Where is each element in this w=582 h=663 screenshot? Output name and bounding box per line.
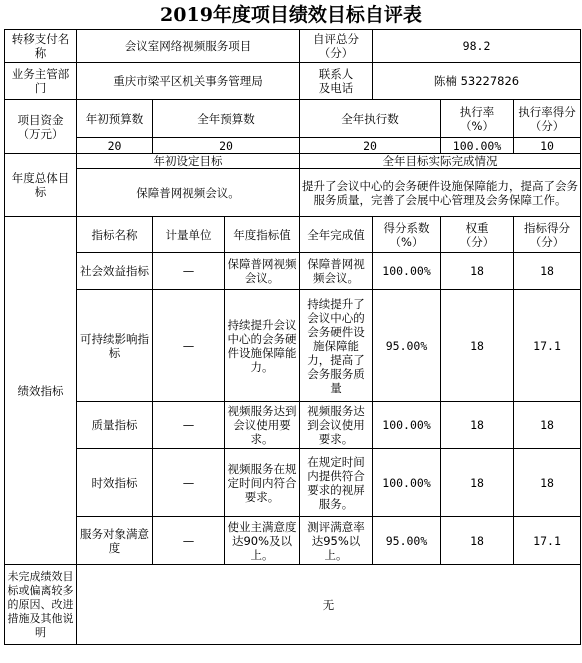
perf-row-coef: 100.00% (373, 402, 441, 449)
perf-row-score: 17.1 (514, 290, 581, 402)
perf-row-name: 服务对象满意度 (77, 517, 153, 565)
perf-row-target: 视频服务达到会议使用要求。 (225, 402, 300, 449)
perf-row-weight: 18 (441, 253, 514, 290)
perf-row-coef: 100.00% (373, 253, 441, 290)
perf-row-completed: 持续提升了会议中心的会务硬件设施保障能力，提高了会务服务质量 (300, 290, 373, 402)
overall-goal-label: 年度总体目标 (5, 154, 77, 217)
funds-annual-value: 20 (153, 138, 300, 154)
funds-header-rate: 执行率 （%） (441, 100, 514, 138)
performance-label: 绩效指标 (5, 217, 77, 565)
remarks-label: 未完成绩效目标或偏离较多的原因、改进措施及其他说明 (5, 565, 77, 645)
perf-header-completed: 全年完成值 (300, 217, 373, 253)
perf-row-coef: 95.00% (373, 290, 441, 402)
funds-rate-score-value: 10 (514, 138, 581, 154)
table-row (5, 517, 581, 565)
project-name: 会议室网络视频服务项目 (77, 30, 300, 63)
perf-row-weight: 18 (441, 449, 514, 517)
perf-row-unit: — (153, 253, 225, 290)
overall-actual-header: 全年目标实际完成情况 (300, 154, 581, 169)
total-score: 98.2 (373, 30, 581, 63)
contact-label-cell: 联系人 及电话 (300, 63, 373, 100)
perf-row-score: 18 (514, 253, 581, 290)
perf-row-target: 保障普网视频会议。 (225, 253, 300, 290)
funds-header-annual: 全年预算数 (153, 100, 300, 138)
department-name: 重庆市梁平区机关事务管理局 (77, 63, 300, 100)
score-label-cell: 自评总分 （分） (300, 30, 373, 63)
page-title: 2019年度项目绩效目标自评表 (160, 4, 422, 26)
perf-row-completed: 测评满意率达95%以上。 (300, 517, 373, 565)
perf-row-name: 社会效益指标 (77, 253, 153, 290)
perf-row-completed: 保障普网视频会议。 (300, 253, 373, 290)
perf-row-target: 持续提升会议中心的会务硬件设施保障能力。 (225, 290, 300, 402)
perf-header-score: 指标得分 （分） (514, 217, 581, 253)
perf-row-target: 视频服务在规定时间内符合要求。 (225, 449, 300, 517)
perf-row-unit: — (153, 290, 225, 402)
perf-row-unit: — (153, 517, 225, 565)
overall-planned-goal: 保障普网视频会议。 (77, 169, 300, 217)
contact-value: 陈楠 53227826 (373, 63, 581, 100)
funds-label: 项目资金（万元） (5, 100, 77, 154)
department-label: 业务主管部门 (5, 63, 77, 100)
perf-row-completed: 视频服务达到会议使用要求。 (300, 402, 373, 449)
perf-row-unit: — (153, 449, 225, 517)
perf-row-score: 18 (514, 449, 581, 517)
perf-row-name: 时效指标 (77, 449, 153, 517)
table-row (5, 402, 581, 449)
perf-header-coef: 得分系数 （%） (373, 217, 441, 253)
perf-header-unit: 计量单位 (153, 217, 225, 253)
remarks-value: 无 (77, 565, 581, 645)
funds-header-initial: 年初预算数 (77, 100, 153, 138)
perf-row-weight: 18 (441, 402, 514, 449)
self-evaluation-table (4, 29, 581, 645)
perf-row-weight: 18 (441, 517, 514, 565)
perf-row-target: 使业主满意度达90%及以上。 (225, 517, 300, 565)
table-row (5, 253, 581, 290)
perf-header-name: 指标名称 (77, 217, 153, 253)
table-row (5, 449, 581, 517)
project-name-label: 转移支付名称 (5, 30, 77, 63)
table-row (5, 290, 581, 402)
perf-row-coef: 95.00% (373, 517, 441, 565)
funds-header-rate-score: 执行率得分 （分） (514, 100, 581, 138)
funds-header-executed: 全年执行数 (300, 100, 441, 138)
perf-header-weight: 权重 （分） (441, 217, 514, 253)
perf-row-weight: 18 (441, 290, 514, 402)
perf-row-completed: 在规定时间内提供符合要求的视屏服务。 (300, 449, 373, 517)
perf-row-score: 18 (514, 402, 581, 449)
overall-planned-header: 年初设定目标 (77, 154, 300, 169)
perf-row-score: 17.1 (514, 517, 581, 565)
perf-header-target: 年度指标值 (225, 217, 300, 253)
overall-actual-result: 提升了会议中心的会务硬件设施保障能力，提高了会务服务质量，完善了会展中心管理及会务保障工作。 (300, 169, 581, 217)
perf-row-name: 质量指标 (77, 402, 153, 449)
perf-row-unit: — (153, 402, 225, 449)
funds-initial-value: 20 (77, 138, 153, 154)
funds-rate-value: 100.00% (441, 138, 514, 154)
funds-executed-value: 20 (300, 138, 441, 154)
perf-row-coef: 100.00% (373, 449, 441, 517)
perf-row-name: 可持续影响指标 (77, 290, 153, 402)
